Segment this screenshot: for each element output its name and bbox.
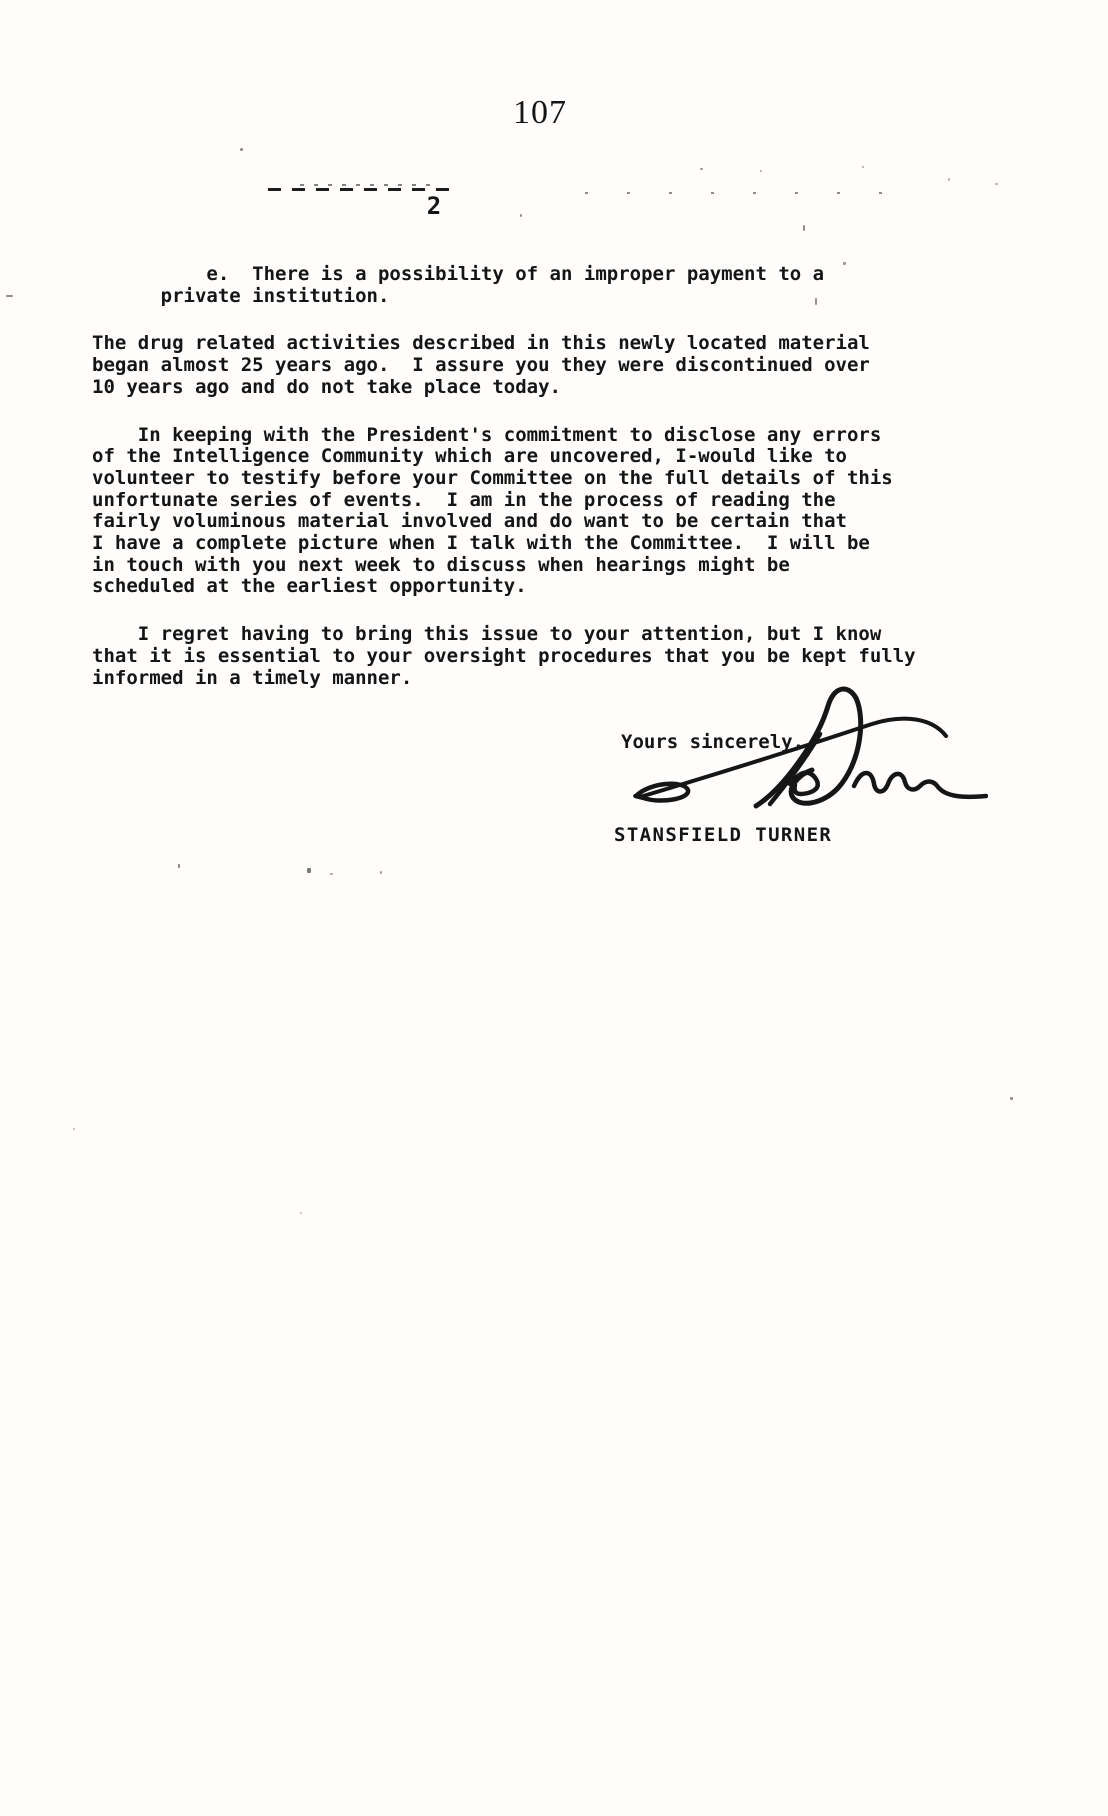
scan-dot-artifact: [585, 192, 910, 194]
scan-speckle: [307, 868, 311, 873]
text-line: The drug related activities described in this newly located material: [92, 332, 870, 355]
scan-speckle: [300, 1212, 302, 1214]
scan-dash-artifact: [268, 188, 460, 191]
scan-speckle: [995, 183, 998, 185]
scan-speckle: [6, 295, 13, 297]
paragraph: [92, 333, 992, 398]
letter-body: [92, 264, 992, 715]
scan-speckle: [760, 170, 762, 172]
text-line: of the Intelligence Community which are uncovered, I-would like to: [92, 445, 847, 468]
scan-speckle: [520, 214, 522, 217]
text-line: unfortunate series of events. I am in the process of reading the: [92, 488, 836, 511]
signature-script-icon: [620, 676, 988, 824]
scan-speckle: [1010, 1097, 1013, 1100]
scan-speckle: [240, 148, 243, 151]
scan-speckle: [948, 178, 950, 181]
scan-speckle: [843, 262, 846, 265]
letter-page-number: 2: [426, 192, 442, 220]
text-line: private institution.: [92, 284, 390, 307]
scan-speckle: [700, 168, 703, 170]
scan-speckle: [862, 166, 864, 168]
paragraph: [92, 264, 992, 307]
text-line: scheduled at the earliest opportunity.: [92, 575, 527, 598]
text-line: In keeping with the President's commitment to disclose any errors: [92, 423, 882, 446]
scan-speckle: [178, 864, 180, 868]
scan-speckle: [380, 871, 382, 874]
text-line: volunteer to testify before your Committee on the full details of this: [92, 466, 893, 489]
scan-dash-artifact: [300, 184, 430, 186]
text-line: in touch with you next week to discuss when hearings might be: [92, 553, 790, 576]
signatory-name: STANSFIELD TURNER: [614, 824, 833, 846]
paragraph: [92, 425, 992, 599]
text-line: that it is essential to your oversight procedures that you be kept fully: [92, 644, 916, 667]
text-line: informed in a timely manner.: [92, 666, 413, 689]
scan-speckle: [330, 873, 333, 875]
page-number: 107: [513, 94, 567, 131]
text-line: I regret having to bring this issue to your attention, but I know: [92, 623, 882, 646]
scan-speckle: [815, 298, 817, 305]
text-line: e. There is a possibility of an improper payment to a: [92, 263, 825, 285]
scan-speckle: [803, 225, 805, 231]
scan-speckle: [73, 1128, 75, 1130]
closing-salutation: Yours sincerely,: [621, 731, 805, 753]
text-line: began almost 25 years ago. I assure you they were discontinued over: [92, 354, 870, 377]
text-line: 10 years ago and do not take place today.: [92, 375, 561, 398]
text-line: I have a complete picture when I talk with the Committee. I will be: [92, 532, 870, 555]
text-line: fairly voluminous material involved and do want to be certain that: [92, 510, 847, 533]
